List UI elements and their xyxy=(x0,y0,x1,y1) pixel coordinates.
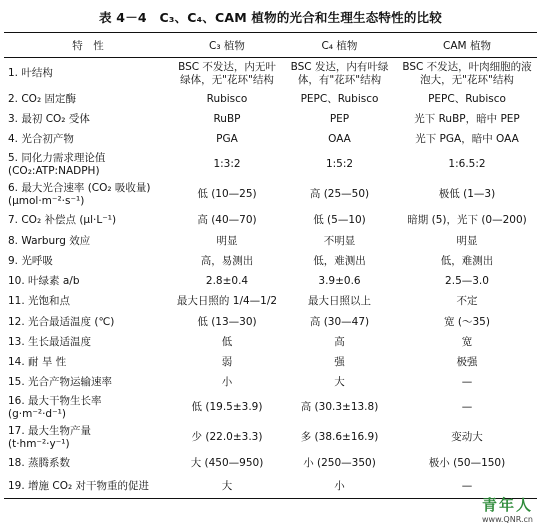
header-c3: C₃ 植物 xyxy=(172,33,282,58)
c3-cell: RuBP xyxy=(213,113,241,125)
c4-cell: 3.9±0.6 xyxy=(318,275,361,287)
table-row xyxy=(4,453,537,475)
feature-cell: 6. 最大光合速率 (CO₂ 吸收量) (μmol·m⁻²·s⁻¹) xyxy=(8,181,151,207)
feature-cell: 14. 耐 旱 性 xyxy=(8,356,67,368)
c3-cell: 低 xyxy=(221,336,233,348)
feature-cell: 18. 蒸腾系数 xyxy=(8,457,71,469)
c3-cell: 明显 xyxy=(216,235,238,247)
cam-cell: PEPC、Rubisco xyxy=(428,93,506,105)
table-row xyxy=(4,110,537,130)
c3-cell: 少 (22.0±3.3) xyxy=(191,431,263,443)
c3-cell: 大 xyxy=(172,475,282,499)
c4-cell: OAA xyxy=(328,133,351,145)
c3-cell: 高，易测出 xyxy=(200,255,254,267)
c4-cell: 高 (30.3±13.8) xyxy=(300,401,379,413)
feature-cell: 12. 光合最适温度 (℃) xyxy=(8,315,115,328)
c4-cell: 高 (30—47) xyxy=(309,315,370,328)
cam-cell: 光下 RuBP，暗中 PEP xyxy=(414,113,520,125)
c3-cell: 低 (10—25) xyxy=(197,188,257,200)
c4-cell: 低，难测出 xyxy=(313,255,366,267)
c4-cell: 小 xyxy=(282,475,397,499)
feature-cell: 2. CO₂ 固定酶 xyxy=(8,93,76,105)
c4-cell: 最大日照以上 xyxy=(308,295,371,307)
c3-cell: 2.8±0.4 xyxy=(205,275,249,287)
table-row xyxy=(4,333,537,353)
cam-cell: 2.5—3.0 xyxy=(445,275,489,287)
c3-cell: Rubisco xyxy=(206,93,248,105)
table-row xyxy=(4,475,537,499)
c3-cell: 大 (450—950) xyxy=(190,457,264,469)
header-row xyxy=(4,33,537,58)
feature-cell: 3. 最初 CO₂ 受体 xyxy=(8,113,90,125)
cam-cell: — xyxy=(397,475,537,499)
c4-cell: 低 (5—10) xyxy=(313,214,366,226)
feature-cell: 13. 生长最适温度 xyxy=(8,336,92,348)
c4-cell: 高 (25—50) xyxy=(309,188,370,200)
c4-cell: 1:5:2 xyxy=(325,158,354,170)
table-row xyxy=(4,58,537,90)
feature-cell: 17. 最大生物产量 (t·hm⁻²·y⁻¹) xyxy=(8,424,92,450)
c3-cell: 低 (13—30) xyxy=(197,315,257,328)
c3-cell: 小 xyxy=(221,376,233,388)
header-feature: 特 性 xyxy=(4,33,172,58)
table-row xyxy=(4,180,537,210)
table-row xyxy=(4,353,537,373)
cam-cell: 1:6.5:2 xyxy=(448,158,486,170)
feature-cell: 19. 增施 CO₂ 对干物重的促进 xyxy=(4,475,172,499)
c3-cell: PGA xyxy=(216,133,238,145)
c3-cell: 1:3:2 xyxy=(213,158,241,170)
table-row xyxy=(4,423,537,453)
cam-cell: 明显 xyxy=(456,235,478,247)
table-row xyxy=(4,232,537,252)
c3-cell: 高 (40—70) xyxy=(197,214,257,226)
table-row xyxy=(4,130,537,150)
c4-cell: 强 xyxy=(334,356,345,368)
table-row xyxy=(4,373,537,393)
header-c4: C₄ 植物 xyxy=(282,33,397,58)
c4-cell: 多 (38.6±16.9) xyxy=(300,431,379,443)
table-row xyxy=(4,210,537,232)
cam-cell: 光下 PGA，暗中 OAA xyxy=(415,133,519,145)
cam-cell: 极小 (50—150) xyxy=(428,457,506,469)
table-row xyxy=(4,252,537,272)
cam-cell: 暗期 (5)，光下 (0—200) xyxy=(407,214,527,226)
c4-cell: 小 (250—350) xyxy=(303,457,376,469)
feature-cell: 1. 叶结构 xyxy=(8,67,53,80)
feature-cell: 11. 光饱和点 xyxy=(8,295,71,307)
feature-cell: 8. Warburg 效应 xyxy=(8,235,91,247)
table-row xyxy=(4,393,537,423)
c3-cell: 弱 xyxy=(221,356,233,368)
feature-cell: 5. 同化力需求理论值 (CO₂:ATP:NADPH) xyxy=(8,151,106,177)
watermark-text: 青年人 xyxy=(481,496,533,514)
cam-cell: 极低 (1—3) xyxy=(438,188,496,200)
c4-cell: PEPC、Rubisco xyxy=(300,93,379,105)
cam-cell: BSC 不发达，叶肉细胞的液泡大，无"花环"结构 xyxy=(402,60,532,86)
c4-cell: 高 xyxy=(334,336,345,348)
c4-cell: BSC 发达，内有叶绿体，有"花环"结构 xyxy=(290,60,389,86)
feature-cell: 4. 光合初产物 xyxy=(8,133,74,145)
watermark-site: www.QNR.cn xyxy=(481,515,533,524)
comparison-table xyxy=(4,32,537,499)
cam-cell: — xyxy=(461,401,473,413)
table-row xyxy=(4,90,537,110)
feature-cell: 16. 最大干物生长率 (g·m⁻²·d⁻¹) xyxy=(8,394,102,420)
table-row xyxy=(4,272,537,292)
c3-cell: 低 (19.5±3.9) xyxy=(191,401,263,413)
cam-cell: — xyxy=(461,376,473,388)
cam-cell: 变动大 xyxy=(451,431,483,443)
cam-cell: 宽 xyxy=(461,336,473,348)
c4-cell: 大 xyxy=(334,376,345,388)
cam-cell: 极强 xyxy=(456,356,478,368)
watermark-logo xyxy=(482,494,533,524)
table-row xyxy=(4,150,537,180)
c3-cell: BSC 不发达，内无叶绿体，无"花环"结构 xyxy=(178,60,276,86)
header-cam: CAM 植物 xyxy=(397,33,537,58)
table-row xyxy=(4,292,537,312)
feature-cell: 9. 光呼吸 xyxy=(8,255,53,267)
table-title: 表 4－4 C₃、C₄、CAM 植物的光合和生理生态特性的比较 xyxy=(99,10,442,25)
c3-cell: 最大日照的 1/4—1/2 xyxy=(176,295,278,307)
feature-cell: 10. 叶绿素 a/b xyxy=(8,275,80,287)
feature-cell: 15. 光合产物运输速率 xyxy=(8,376,113,388)
feature-cell: 7. CO₂ 补偿点 (μl·L⁻¹) xyxy=(8,214,117,226)
c4-cell: 不明显 xyxy=(323,235,356,247)
cam-cell: 不定 xyxy=(456,295,478,307)
c4-cell: PEP xyxy=(329,113,350,125)
cam-cell: 宽 (～35) xyxy=(444,315,490,328)
table-row xyxy=(4,312,537,333)
cam-cell: 低，难测出 xyxy=(440,255,494,267)
